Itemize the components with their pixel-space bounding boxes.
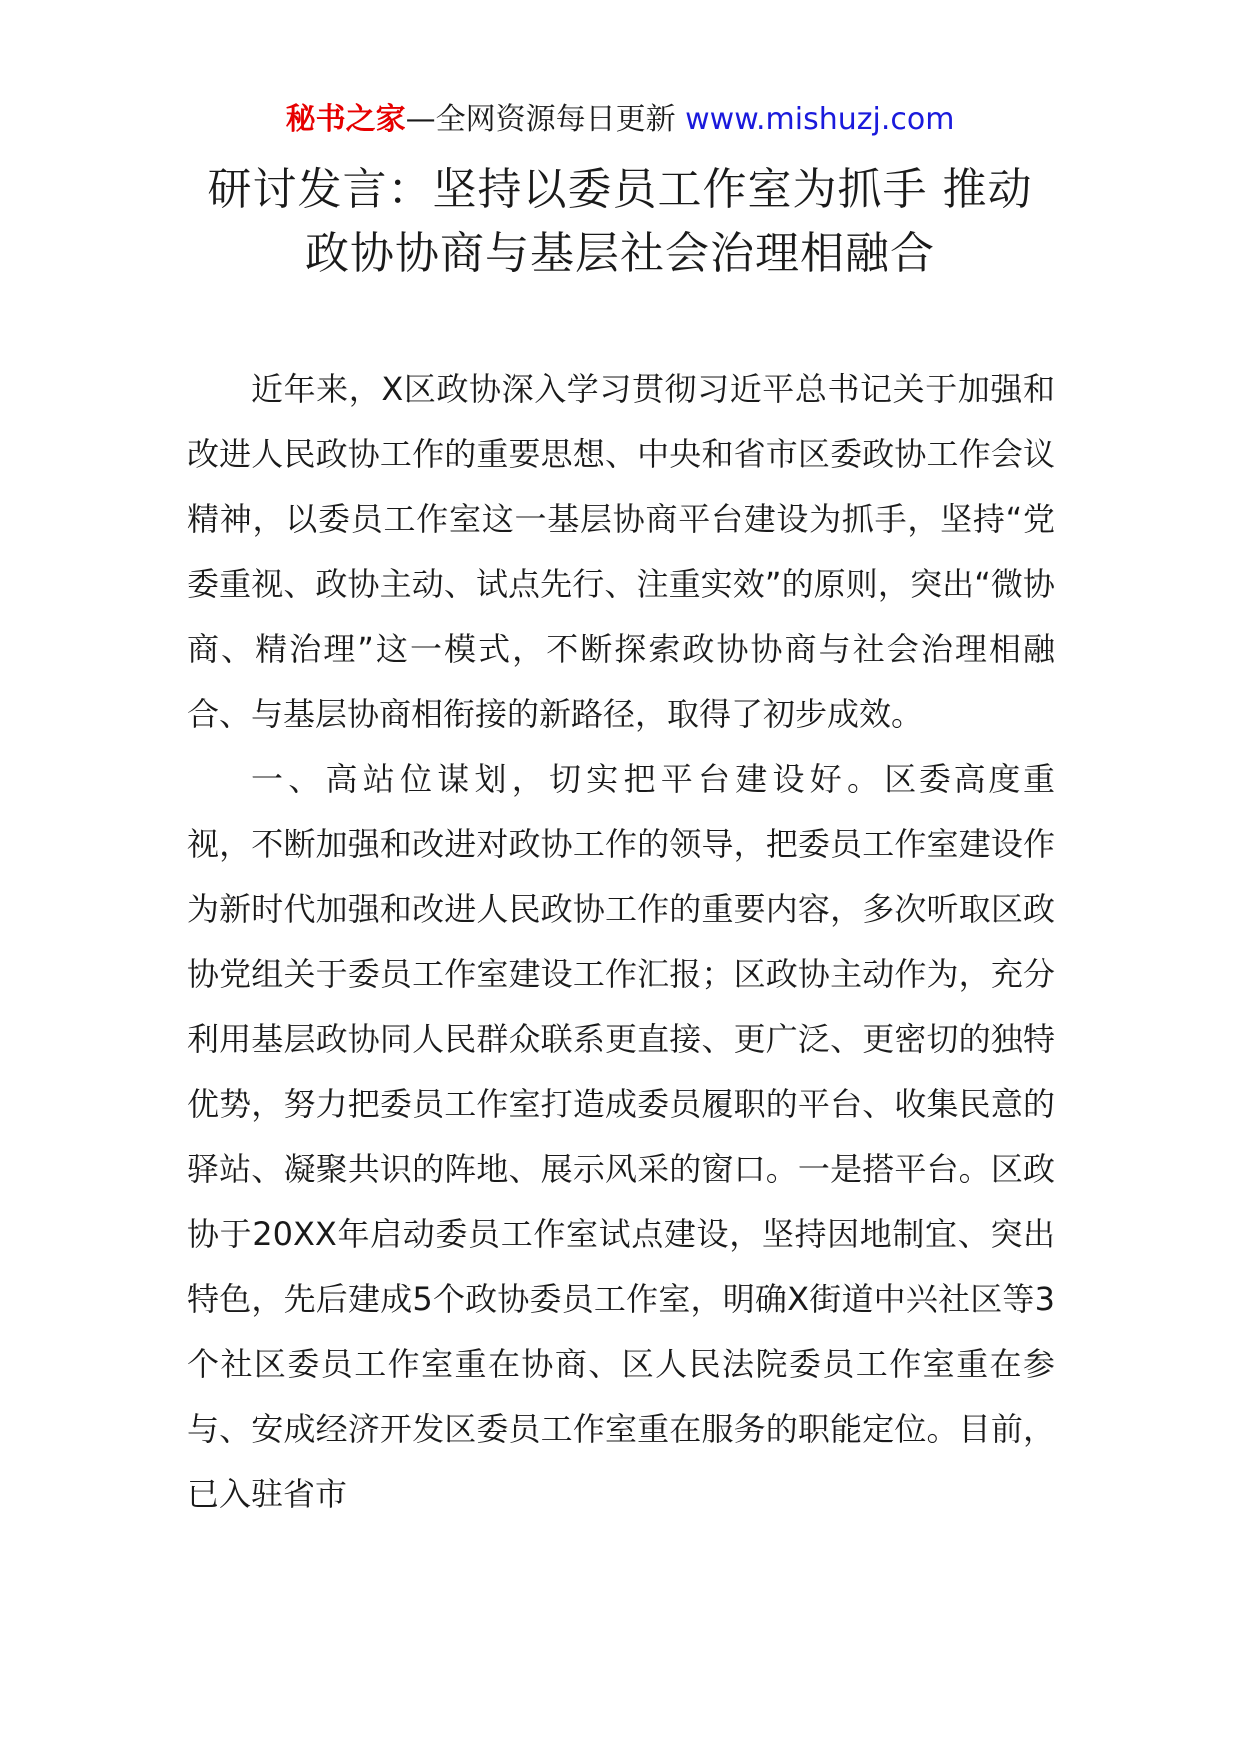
source-header [0, 98, 1240, 142]
brand-name: 秘书之家 [285, 102, 406, 137]
document-title [150, 158, 1090, 286]
title-line-1: 研讨发言：坚持以委员工作室为抓手 推动 [207, 164, 1033, 215]
title-line-2: 政协协商与基层社会治理相融合 [305, 228, 935, 279]
site-url[interactable]: www.mishuzj.com [685, 102, 955, 137]
header-tagline: —全网资源每日更新 [405, 102, 676, 137]
paragraph-section-1 [187, 747, 1055, 1527]
section-1-heading: 一、高站位谋划，切实把平台建设好。 [251, 760, 885, 798]
section-1-body: 区委高度重视，不断加强和改进对政协工作的领导，把委员工作室建设作为新时代加强和改进人民政协工作的重要内容，多次听取区政协党组关于委员工作室建设工作汇报；区政协主动作为，充分利用基层政协同人民群众联系更直接、更广泛、更密切的独特优势，努力把委员工作室打造成委员履职的平台、收集民意的驿站、凝聚共识的阵地、展示风采的窗口。一是搭平台。区政协于20XX年启动委员工作室试点建设，坚持因地制宜、突出特色，先后建成5个政协委员工作室，明确X街道中兴社区等3个社区委员工作室重在协商、区人民法院委员工作室重在参与、安成经济开发区委员工作室重在服务的职能定位。目前，已入驻省市 [187, 760, 1055, 1513]
document-body [187, 357, 1055, 1527]
paragraph-intro: 近年来，X区政协深入学习贯彻习近平总书记关于加强和改进人民政协工作的重要思想、中央和省市区委政协工作会议精神，以委员工作室这一基层协商平台建设为抓手，坚持“党委重视、政协主动、试点先行、注重实效”的原则，突出“微协商、精治理”这一模式，不断探索政协协商与社会治理相融合、与基层协商相衔接的新路径，取得了初步成效。 [187, 370, 1055, 733]
